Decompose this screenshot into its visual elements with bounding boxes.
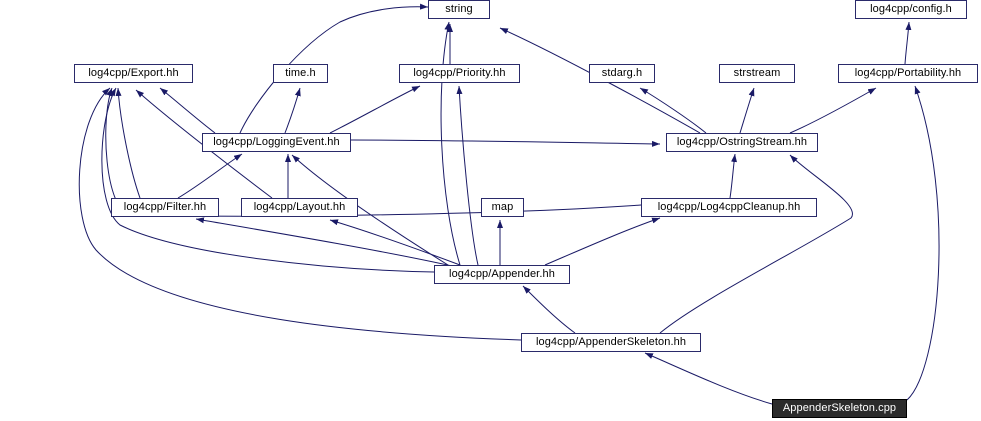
node-log4cpp-log4cppcleanup-hh[interactable]: log4cpp/Log4cppCleanup.hh xyxy=(641,198,817,217)
node-log4cpp-ostringstream-hh[interactable]: log4cpp/OstringStream.hh xyxy=(666,133,818,152)
node-log4cpp-appender-hh[interactable]: log4cpp/Appender.hh xyxy=(434,265,570,284)
node-time-h[interactable]: time.h xyxy=(273,64,328,83)
node-string[interactable]: string xyxy=(428,0,490,19)
node-map[interactable]: map xyxy=(481,198,524,217)
node-log4cpp-config-h[interactable]: log4cpp/config.h xyxy=(855,0,967,19)
node-appenderskeleton-cpp[interactable]: AppenderSkeleton.cpp xyxy=(772,399,907,418)
node-log4cpp-portability-hh[interactable]: log4cpp/Portability.hh xyxy=(838,64,978,83)
node-stdarg-h[interactable]: stdarg.h xyxy=(589,64,655,83)
node-log4cpp-priority-hh[interactable]: log4cpp/Priority.hh xyxy=(399,64,520,83)
node-log4cpp-loggingevent-hh[interactable]: log4cpp/LoggingEvent.hh xyxy=(202,133,351,152)
node-log4cpp-appenderskeleton-hh[interactable]: log4cpp/AppenderSkeleton.hh xyxy=(521,333,701,352)
node-strstream[interactable]: strstream xyxy=(719,64,795,83)
node-log4cpp-layout-hh[interactable]: log4cpp/Layout.hh xyxy=(241,198,358,217)
node-log4cpp-filter-hh[interactable]: log4cpp/Filter.hh xyxy=(111,198,219,217)
node-log4cpp-export-hh[interactable]: log4cpp/Export.hh xyxy=(74,64,193,83)
